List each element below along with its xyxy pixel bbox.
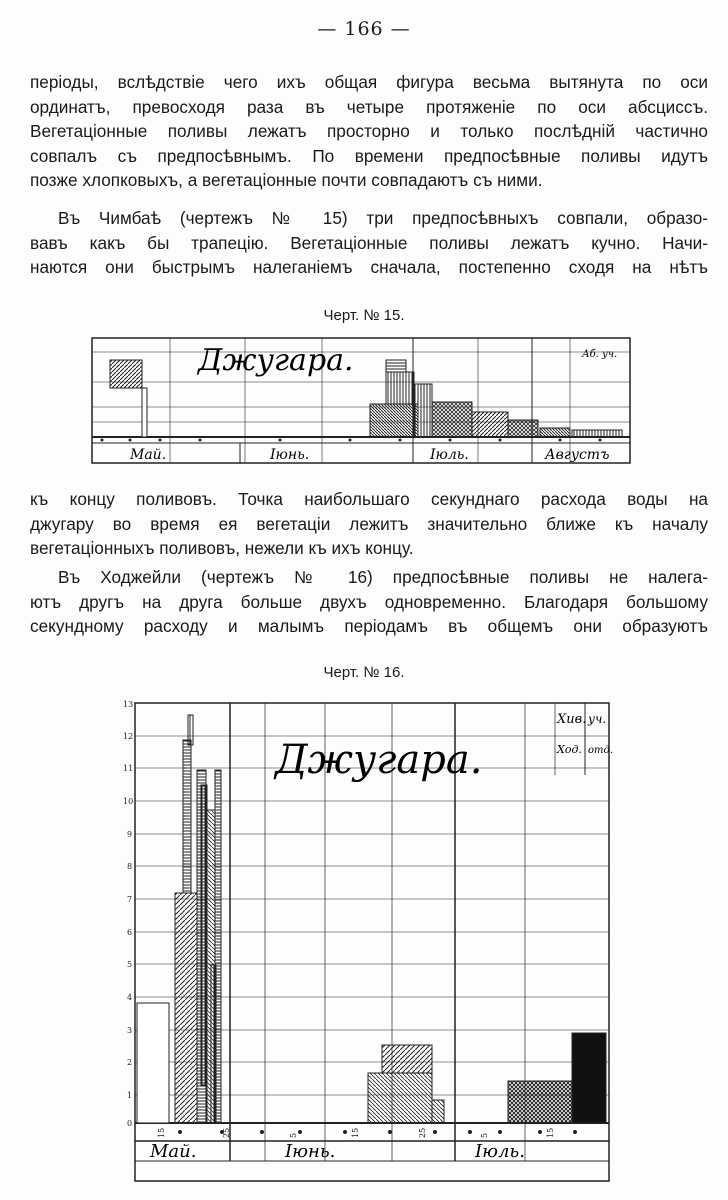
y-tick-label: 4	[127, 993, 133, 1002]
text-line: вавъ какъ бы трапецію. Вегетаціонные поливы лежатъ кучно. Начи-	[30, 232, 708, 253]
y-tick-label: 8	[127, 862, 133, 871]
paragraph-3	[30, 487, 708, 561]
chart-bar	[142, 388, 147, 437]
figure-16-month-label: Май.	[150, 1141, 197, 1162]
chart-bar	[368, 1073, 432, 1123]
text-line: вегетаціонныхъ поливовъ, нежели къ ихъ концу.	[30, 538, 414, 558]
chart-bar	[432, 402, 472, 437]
text-line: секундному расходу и малымъ періодамъ въ общемъ они образуютъ	[30, 616, 708, 636]
y-tick-label: 12	[123, 732, 134, 741]
x-tick-label: 15	[351, 1127, 360, 1138]
chart-bar	[137, 1003, 169, 1123]
figure-15-month-label: Май.	[130, 447, 167, 463]
text-line: джугару во время ея вегетаціи лежитъ значительно ближе къ началу	[30, 513, 708, 534]
figure-15-month-label: Іюль.	[430, 447, 469, 463]
y-tick-label: 6	[127, 928, 133, 937]
figure-15-month-label: Августъ	[545, 447, 610, 463]
y-tick-label: 11	[123, 764, 134, 773]
paragraph-2	[30, 206, 708, 280]
x-tick-label: 5	[480, 1132, 489, 1138]
chart-bar	[540, 428, 570, 437]
chart-bar	[386, 360, 406, 372]
x-tick-label: 25	[418, 1127, 427, 1138]
text-line: періоды, вслѣдствіе чего ихъ общая фигура весьма вытянута по оси	[30, 72, 708, 92]
x-tick-label: 15	[546, 1127, 555, 1138]
text-line: ординатъ, превосходя раза въ четыре протяженіе по оси абсциссъ.	[30, 96, 708, 117]
figure-16-title: Джугара.	[275, 737, 483, 783]
figure-16-caption: Черт. № 16.	[323, 664, 405, 681]
figure-16-corner-label: Хив.	[557, 712, 587, 727]
text-line: Въ Чимбаѣ (чертежъ № 15) три предпосѣвныхъ совпали, образо-	[58, 208, 708, 228]
figure-15-corner-label: Аб. уч.	[582, 349, 618, 360]
paragraph-1	[30, 70, 708, 193]
chart-bar	[572, 1033, 606, 1123]
chart-bar	[508, 1081, 572, 1123]
chart-bar	[215, 770, 221, 1123]
chart-bar	[382, 1045, 432, 1073]
chart-bar	[183, 740, 191, 893]
y-tick-label: 13	[123, 700, 134, 709]
text-line: позже хлопковыхъ, а вегетаціонные почти совпадаютъ съ ними.	[30, 170, 543, 190]
chart-bar	[386, 372, 414, 404]
chart-bar	[414, 384, 432, 437]
x-tick-label: 5	[289, 1132, 298, 1138]
figure-15-caption: Черт. № 15.	[323, 307, 405, 324]
y-tick-label: 2	[127, 1058, 133, 1067]
figure-16-corner-label: уч.	[588, 712, 607, 726]
chart-bar	[472, 412, 508, 437]
text-line: наются они быстрымъ налеганіемъ сначала, постепенно сходя на нѣтъ	[30, 257, 708, 277]
y-tick-label: 1	[127, 1091, 133, 1100]
figure-16-corner-label: отд.	[588, 745, 614, 756]
chart-bar	[188, 715, 193, 745]
chart-bar	[175, 893, 197, 1123]
chart-bar	[508, 420, 538, 437]
text-line: Въ Ходжейли (чертежъ № 16) предпосѣвные поливы не налега-	[58, 567, 708, 587]
text-line: Вегетаціонные поливы лежатъ просторно и только послѣдній частично	[30, 121, 708, 141]
y-tick-label: 0	[127, 1119, 133, 1128]
figure-15-title: Джугара.	[198, 343, 354, 378]
x-tick-label: 15	[157, 1127, 166, 1138]
chart-bar	[572, 430, 622, 437]
figure-16-month-label: Іюль.	[475, 1141, 525, 1162]
figure-16-month-label: Іюнь.	[285, 1141, 336, 1162]
chart-bar	[110, 360, 142, 388]
y-tick-label: 10	[123, 797, 134, 806]
paragraph-4	[30, 565, 708, 639]
figure-15-chart	[0, 332, 728, 472]
figure-16-chart	[0, 695, 728, 1195]
y-tick-label: 3	[127, 1026, 133, 1035]
y-tick-label: 7	[127, 895, 133, 904]
figure-15-month-label: Іюнь.	[270, 447, 310, 463]
text-line: ютъ другъ на друга больше двухъ одновременно. Благодаря большому	[30, 591, 708, 612]
page-number: — 166 —	[317, 18, 411, 40]
figure-16-corner-label: Ход.	[557, 743, 582, 756]
text-line: совпалъ съ предпосѣвнымъ. По времени предпосѣвные поливы идутъ	[30, 145, 708, 166]
text-line: къ концу поливовъ. Точка наибольшаго секунднаго расхода воды на	[30, 489, 708, 509]
chart-bar	[432, 1100, 444, 1123]
y-tick-label: 5	[127, 960, 133, 969]
x-tick-label: 25	[222, 1127, 231, 1138]
chart-bar	[370, 404, 418, 437]
chart-bar	[201, 785, 207, 1085]
y-tick-label: 9	[127, 830, 133, 839]
